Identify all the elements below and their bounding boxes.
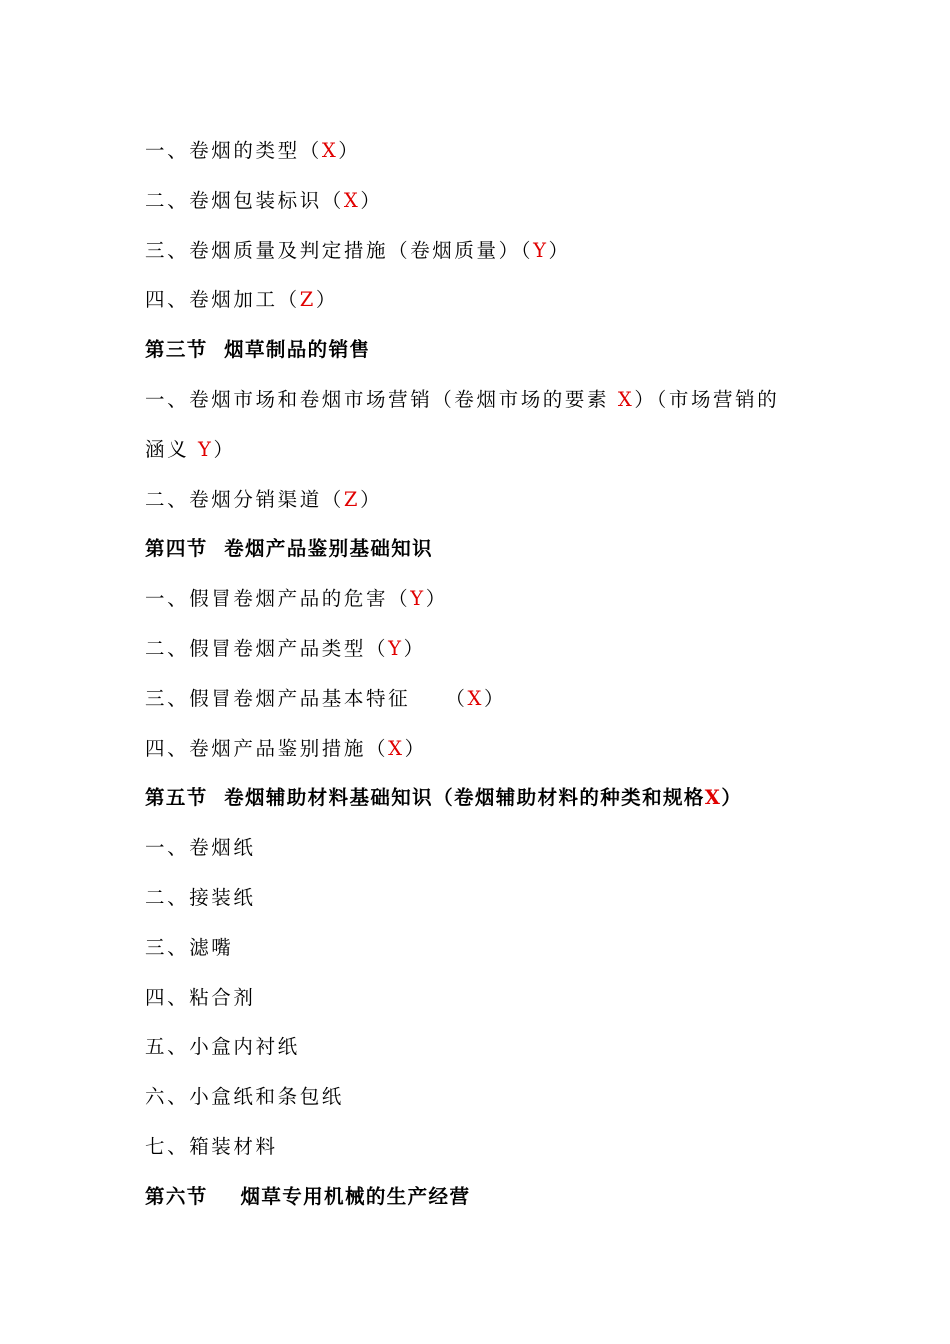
section-heading [145,325,825,375]
line-text: 二、假冒卷烟产品类型（ [145,636,389,660]
outline-item [145,1022,825,1072]
level-marker: Z [299,288,316,312]
line-text: ）（市场营销的 [634,387,780,411]
level-marker: X [343,188,361,212]
line-text: ） [338,139,361,162]
section-heading [145,524,825,574]
outline-item [145,873,825,923]
line-text: 四、卷烟加工（ [145,288,300,312]
line-text: ） [213,437,236,461]
outline-item [145,674,825,724]
line-text: 第六节 烟草专用机械的生产经营 [145,1184,471,1208]
level-marker: X [617,387,635,411]
level-marker: Y [388,636,404,660]
outline-item [145,923,825,973]
line-text: 一、卷烟的类型（ [145,139,322,162]
level-marker: X [321,139,339,162]
line-text: ） [360,188,383,212]
line-text: 五、小盒内衬纸 [145,1035,300,1059]
line-text: ） [404,736,427,760]
line-text: 第三节 烟草制品的销售 [145,338,371,362]
line-text: 一、假冒卷烟产品的危害（ [145,587,411,611]
section-heading [145,773,825,823]
level-marker: X [467,686,484,710]
level-marker: Z [343,487,361,511]
line-text: 涵义 [145,437,198,461]
line-text: ） [548,238,571,262]
line-text: 一、卷烟市场和卷烟市场营销（卷烟市场的要素 [145,387,618,411]
line-text: 三、假冒卷烟产品基本特征 （ [145,686,468,710]
line-text: ） [483,686,507,710]
line-text: ） [315,288,338,312]
level-marker: Y [198,437,214,461]
line-text: ） [360,487,383,511]
line-text: ） [403,636,426,660]
level-marker: Y [533,238,549,262]
outline-item [145,126,825,176]
level-marker: Y [410,587,426,611]
line-text: ） [721,786,743,810]
level-marker: X [704,786,722,810]
line-text: 四、卷烟产品鉴别措施（ [145,736,389,760]
outline-item [145,574,825,624]
document-page [145,126,825,1222]
line-text: 第四节 卷烟产品鉴别基础知识 [145,537,434,561]
outline-item [145,973,825,1023]
line-text: 四、粘合剂 [145,985,256,1009]
outline-item [145,226,825,276]
outline-item [145,1122,825,1172]
line-text: ） [425,587,448,611]
outline-item [145,375,825,425]
line-text: 二、卷烟分销渠道（ [145,487,344,511]
line-text: 一、卷烟纸 [145,836,256,860]
line-text: 三、滤嘴 [145,935,234,959]
line-text: 二、卷烟包装标识（ [145,188,344,212]
outline-item [145,624,825,674]
outline-item [145,425,825,475]
line-text: 三、卷烟质量及判定措施（卷烟质量）（ [145,238,534,262]
level-marker: X [388,736,405,760]
line-text: 二、接装纸 [145,885,256,909]
outline-item [145,1072,825,1122]
line-text: 七、箱装材料 [145,1134,278,1158]
section-heading [145,1172,825,1222]
outline-item [145,176,825,226]
outline-item [145,475,825,525]
outline-item [145,823,825,873]
outline-item [145,275,825,325]
line-text: 第五节 卷烟辅助材料基础知识（卷烟辅助材料的种类和规格 [145,786,705,810]
outline-item [145,724,825,774]
line-text: 六、小盒纸和条包纸 [145,1085,344,1109]
